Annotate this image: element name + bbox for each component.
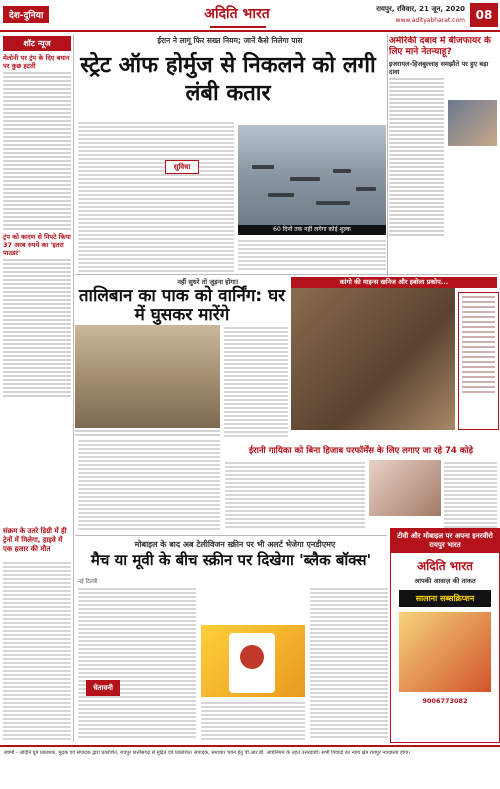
soldiers-photo [75, 325, 220, 428]
newspaper-logo: अदिति भारत [204, 6, 270, 22]
ad-subscription-tag: सालाना सब्सक्रिप्शन [399, 590, 491, 607]
right-story-body [389, 78, 444, 236]
ad-artwork [399, 612, 491, 692]
ad-logo: अदिति भारत [416, 559, 474, 573]
facility-label: सुविधा [165, 160, 199, 174]
section-tag: देश-दुनिया [3, 6, 49, 23]
dateline: रायपुर, रविवार, 21 जून, 2020 [376, 5, 465, 13]
alert-icon [240, 645, 264, 669]
ships-photo [238, 125, 386, 225]
right-story-headline: अमेरिकी दबाव में बीजफायर के लिए माने नेतन्याहू? [389, 36, 491, 57]
ad-phone-number: 9006773082 [422, 697, 468, 705]
short-news-header: शॉट न्यूज [3, 36, 71, 51]
top-story-kicker: ईरान ने लागू फिर सख्त नियम; जानें कैसे निलेगा पास [157, 36, 303, 45]
ad-slogan: आपकी आवाज़ की ताकत [414, 577, 476, 585]
mid-kicker: नहीं सुधरे तो जुड़ना होगा! [177, 278, 239, 286]
singer-body-right [444, 460, 497, 532]
soldiers-photo-caption [75, 428, 220, 438]
right-story-subhead: इजरायल-हिजबुल्लाह समझौते पर हुए बड़ा दावा [389, 60, 489, 76]
short-news-body [3, 259, 71, 397]
short-news-headline: ट्रंप को कारण से निपटे किया 37 अरब रुपये का 'इतरा पाउडर' [3, 233, 71, 257]
warning-label: चेतावनी [86, 680, 120, 696]
bottom-story-body-right [310, 586, 388, 741]
singer-photo [369, 460, 441, 516]
short-news-headline: मेलोनी पर ट्रंप के दिए बयान पर कुछ हटती [3, 54, 70, 70]
ad-heading: टीवी और मोबाइल पर अपना इनरवीरो रायपुर भारत [391, 529, 499, 553]
bottom-story-kicker: मोबाइल के बाद अब टेलीविजन स्क्रीन पर भी अलर्ट भेजेगा एनडीएमए [134, 540, 336, 549]
newspaper-advertisement[interactable] [390, 528, 500, 743]
website-url: www.adityabharat.com [395, 17, 465, 24]
singer-headline: ईरानी गायिका को बिना हिजाब परफॉर्मेंस के लिए लगाए जा रहे 74 कोड़े [248, 446, 474, 456]
singer-body [225, 460, 365, 532]
taliban-body-lower [78, 438, 220, 533]
bottom-story-byline: नई दिल्ली [78, 579, 98, 585]
top-story-headline: स्ट्रेट ऑफ होर्मुज से निकलने को लगी लंबी कतार [80, 53, 376, 106]
congo-banner: कांगो की माइन्स खनिज और इबोला प्रकोप... [291, 277, 497, 288]
column-rule [387, 34, 388, 276]
leader-photo [448, 100, 497, 146]
section-rule [75, 535, 387, 536]
logo-underline [210, 26, 266, 28]
imprint-text: स्वामी - अदिति ग्रुप प्रकाशक, मुद्रक एवं संपादक द्वारा प्रकाशित, रायपुर छत्तीसगढ़ से मुद्रित एवं प्रकाशित। संपादक, समाचार चयन हेतु पी.आर.बी. अधिनियम के तहत उत्तरदायी। सभी विवादों का न्याय क्षेत्र रायपुर न्यायालय होगा। [4, 750, 411, 756]
ships-photo-caption: 60 दिनों तक नहीं लगेगा कोई शुल्क [238, 225, 386, 235]
right-story [389, 36, 497, 276]
bottom-story-body-mid [201, 700, 305, 741]
top-story-body-right [238, 238, 386, 272]
top-story-body-left [78, 120, 234, 272]
column-rule [73, 34, 74, 742]
imprint-footer [0, 745, 500, 789]
bottom-story-headline: मैच या मूवी के बीच स्क्रीन पर दिखेगा 'ब्लैक बॉक्स' [90, 551, 372, 569]
masthead [0, 0, 500, 32]
train-news-body [3, 560, 71, 742]
bottom-story-body-left [78, 586, 196, 741]
train-news-headline: संक्रम के उतरे डिग्री में ही ट्रेनों में मिलेगा, हाइवे में एक हजार की मौत [3, 527, 67, 553]
taliban-body [224, 325, 288, 440]
congo-sidebar [458, 292, 499, 430]
mine-workers-photo [291, 288, 455, 430]
page-number: 08 [470, 3, 498, 27]
taliban-headline: तालिबान का पाक को वार्निंग: घर में घुसकर मारेंगे [78, 286, 286, 325]
short-news-body [3, 72, 71, 230]
